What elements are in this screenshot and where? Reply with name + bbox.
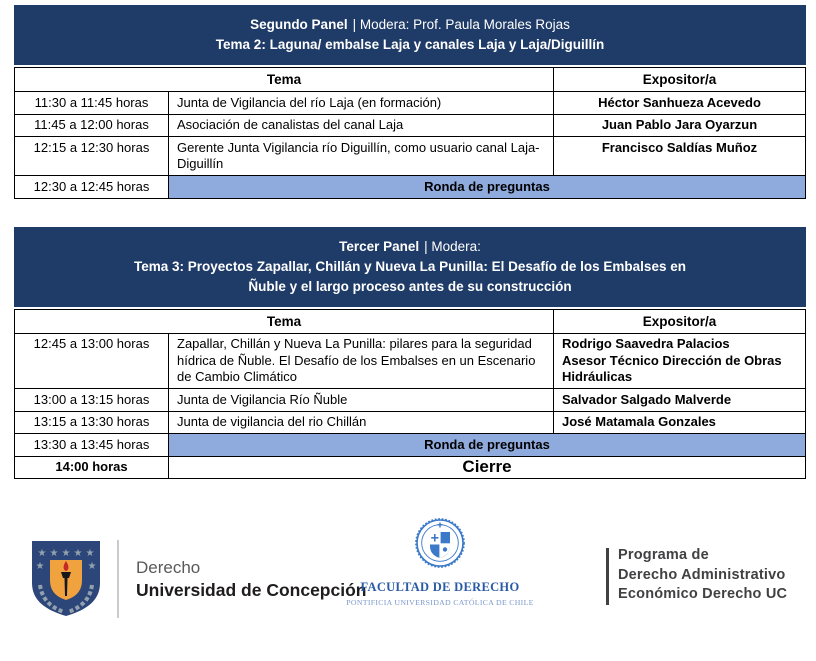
panel2-theme: Tema 2: Laguna/ embalse Laja y canales Laja y Laja/Diguillín	[215, 37, 605, 52]
time-cell: 12:30 a 12:45 horas	[15, 176, 169, 199]
footer-logos	[0, 517, 816, 647]
panel3-header	[14, 227, 806, 307]
time-cell: 13:15 a 13:30 horas	[15, 411, 169, 434]
time-cell: 13:00 a 13:15 horas	[15, 389, 169, 412]
panel3-theme: Tema 3: Proyectos Zapallar, Chillán y Nueva La Punilla: El Desafío de los Embalses en Ñuble y el largo proceso antes de su construcción	[134, 258, 686, 294]
time-cell: 14:00 horas	[15, 456, 169, 479]
uc-university-label: PONTIFICIA UNIVERSIDAD CATÓLICA DE CHILE	[346, 598, 534, 607]
panel2-name: Segundo Panel	[250, 17, 348, 32]
column-header-tema: Tema	[15, 68, 554, 92]
column-header-expositor: Expositor/a	[554, 68, 806, 92]
programa-text-block	[618, 546, 787, 605]
ronda-row	[15, 434, 806, 457]
panel-segundo	[14, 5, 806, 199]
table-row	[15, 92, 806, 115]
time-cell: 12:45 a 13:00 horas	[15, 333, 169, 389]
svg-text:★: ★	[73, 548, 83, 559]
time-cell: 11:30 a 11:45 horas	[15, 92, 169, 115]
tema-cell: Zapallar, Chillán y Nueva La Punilla: pilares para la seguridad hídrica de Ñuble. El Desafío de los Embalses en un Escenario de Cambio Climático	[169, 333, 554, 389]
table-row	[15, 389, 806, 412]
panel2-header	[14, 5, 806, 65]
panel2-title	[22, 15, 798, 35]
ronda-de-preguntas-cell: Ronda de preguntas	[169, 434, 806, 457]
uc-faculty-label: FACULTAD DE DERECHO	[360, 580, 520, 594]
programa-line: Programa de	[618, 547, 709, 563]
panel3-header-row	[15, 309, 806, 333]
programa-line: Económico Derecho UC	[618, 586, 788, 602]
time-cell: 13:30 a 13:45 horas	[15, 434, 169, 457]
programa-line: Derecho Administrativo	[618, 566, 786, 583]
ronda-row	[15, 176, 806, 199]
svg-text:★: ★	[37, 548, 47, 559]
table-row	[15, 137, 806, 176]
expositor-name: Rodrigo Saavedra Palacios	[562, 336, 730, 351]
expositor-cell: José Matamala Gonzales	[554, 411, 806, 434]
ronda-de-preguntas-cell: Ronda de preguntas	[169, 176, 806, 199]
expositor-cell: Héctor Sanhueza Acevedo	[554, 92, 806, 115]
panel3-title	[22, 237, 798, 257]
panel2-schedule-table	[14, 67, 806, 199]
table-row	[15, 411, 806, 434]
svg-text:★: ★	[85, 548, 95, 559]
svg-text:★: ★	[49, 548, 59, 559]
panel3-schedule-table	[14, 309, 806, 480]
table-row	[15, 114, 806, 137]
expositor-cell	[554, 333, 806, 389]
tema-cell: Junta de Vigilancia del río Laja (en formación)	[169, 92, 554, 115]
column-header-tema: Tema	[15, 309, 554, 333]
svg-text:★: ★	[87, 561, 97, 572]
time-cell: 12:15 a 12:30 horas	[15, 137, 169, 176]
programa-divider	[606, 548, 609, 605]
table-row	[15, 333, 806, 389]
panel2-header-row	[15, 68, 806, 92]
udec-shield-icon	[30, 539, 102, 619]
panel-tercer	[14, 227, 806, 480]
programa-derecho-uc-logo	[606, 546, 787, 605]
panel3-name: Tercer Panel	[339, 238, 420, 254]
expositor-cell: Juan Pablo Jara Oyarzun	[554, 114, 806, 137]
cierre-row	[15, 456, 806, 479]
uc-logo	[330, 518, 550, 607]
svg-text:★: ★	[35, 561, 45, 572]
panel3-moderator: | Modera:	[424, 238, 481, 254]
udec-university-label: Universidad de Concepción	[136, 579, 367, 600]
tema-cell: Junta de Vigilancia Río Ñuble	[169, 389, 554, 412]
expositor-cell: Salvador Salgado Malverde	[554, 389, 806, 412]
tema-cell: Asociación de canalistas del canal Laja	[169, 114, 554, 137]
uc-seal-icon	[415, 518, 465, 568]
udec-logo	[30, 539, 366, 619]
column-header-expositor: Expositor/a	[554, 309, 806, 333]
tema-cell: Gerente Junta Vigilancia río Diguillín, como usuario canal Laja-Diguillín	[169, 137, 554, 176]
cierre-cell: Cierre	[169, 456, 806, 479]
svg-text:★: ★	[61, 548, 71, 559]
expositor-cell: Francisco Saldías Muñoz	[554, 137, 806, 176]
time-cell: 11:45 a 12:00 horas	[15, 114, 169, 137]
tema-cell: Junta de vigilancia del rio Chillán	[169, 411, 554, 434]
panel2-moderator: | Modera: Prof. Paula Morales Rojas	[352, 17, 570, 32]
expositor-role: Asesor Técnico Dirección de Obras Hidráulicas	[562, 352, 782, 384]
udec-divider	[117, 540, 119, 618]
udec-derecho-label: Derecho	[136, 557, 201, 577]
